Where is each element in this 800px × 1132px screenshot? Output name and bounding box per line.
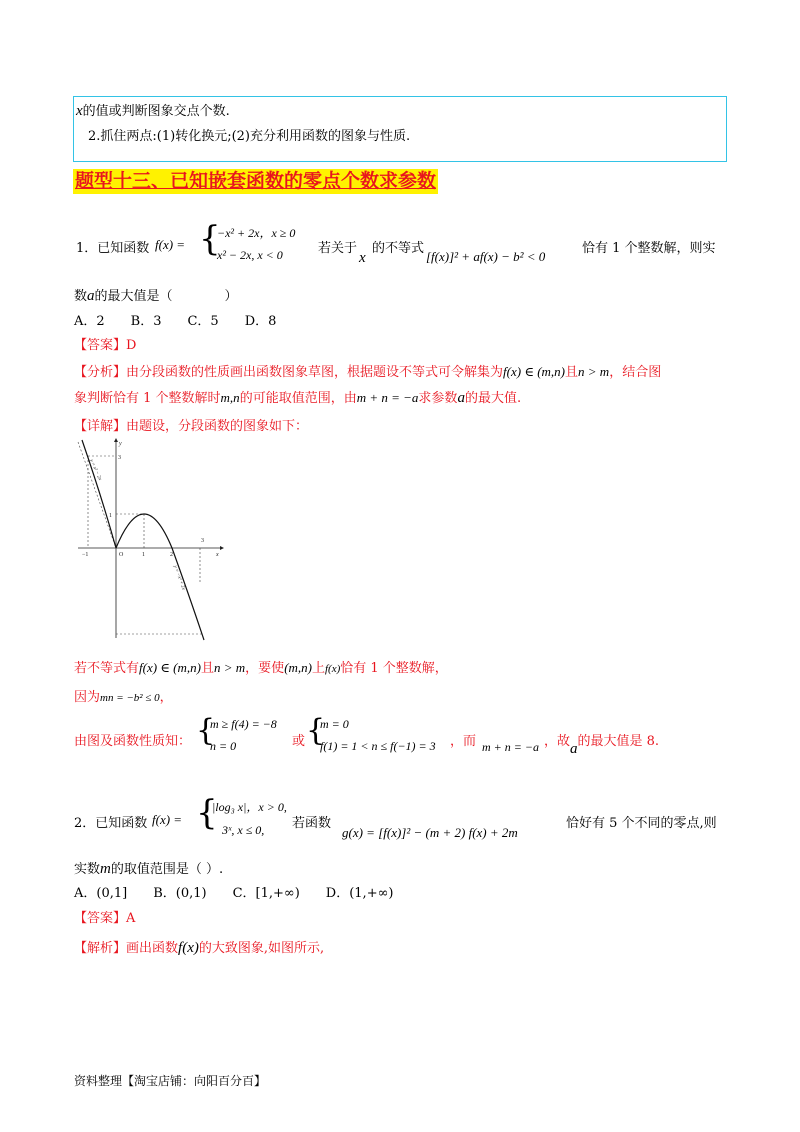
q1-mid-1: 若关于 [318, 241, 358, 256]
q1-conclusion: ，故a的最大值是 8. [544, 734, 660, 757]
q1-stem-prefix: 1．已知函数 [76, 241, 150, 256]
guide-diagonal [78, 442, 116, 548]
curve-right [116, 514, 204, 640]
q2-answer: 【答案】A [74, 911, 136, 926]
tip-line-2: 2.抓住两点:(1)转化换元;(2)充分利用函数的图象与性质. [88, 129, 411, 144]
y-axis-label: y [119, 441, 122, 447]
q1-solution-line-1: 若不等式有f(x) ∈ (m,n)且n > m，要使(m,n)上f(x)恰有 1 个整数解， [74, 660, 448, 676]
footer-text: 资料整理【淘宝店铺：向阳百分百】 [74, 1074, 267, 1088]
q1-or: 或 [292, 734, 306, 749]
tick-origin: O [119, 552, 124, 558]
q1-sys1-line-2: n = 0 [210, 739, 237, 753]
q1-sys2-brace: { [306, 713, 326, 748]
tick-x-1: 1 [142, 552, 145, 558]
q1-analysis-line-1: 【分析】由分段函数的性质画出函数图象草图，根据题设不等式可令解集为f(x) ∈ (m,n)且n > m，结合图 [74, 364, 662, 380]
q2-tail: 恰好有 5 个不同的零点,则 [566, 816, 717, 831]
q1-solution-line-3-suffix: ，而 [450, 734, 477, 749]
curve-left [82, 440, 116, 548]
q1-solution-line-2: 因为mn = −b² ≤ 0， [74, 690, 173, 705]
q2-fx: f(x) = [152, 812, 183, 827]
q1-line-2: 数a的最大值是（ ） [74, 288, 238, 304]
q2-stem-prefix: 2．已知函数 [74, 816, 148, 831]
q1-sys1-line-1: m ≥ f(4) = −8 [210, 717, 277, 731]
q1-sys1-brace: { [196, 713, 216, 748]
curve-left-label: y = x² − 2x [88, 458, 102, 482]
q2-mid: 若函数 [292, 816, 332, 831]
q1-answer: 【答案】D [74, 338, 137, 353]
tick-x-2: 2 [170, 552, 173, 558]
q1-fx: f(x) = [155, 237, 186, 252]
q2-brace: { [196, 793, 218, 833]
q1-solution-line-3-prefix: 由图及函数性质知： [74, 734, 192, 749]
q1-function-graph [74, 438, 224, 642]
section-heading: 题型十三、已知嵌套函数的零点个数求参数 [75, 170, 437, 192]
q1-var-x: x [359, 250, 366, 266]
q2-options: A．(0,1] B．(0,1) C．[1,+∞) D．(1,+∞) [74, 886, 394, 901]
tick-y-3: 3 [118, 455, 121, 461]
tick-x-3: 3 [201, 538, 204, 544]
q1-case-1: −x² + 2x，x ≥ 0 [217, 226, 296, 240]
q1-case-2: x² − 2x, x < 0 [217, 248, 283, 262]
tick-y-1: 1 [109, 513, 112, 519]
q1-inequality: [f(x)]² + af(x) − b² < 0 [426, 249, 546, 264]
curve-right-label: y = −x² + 2x [172, 564, 186, 591]
tip-line-1: x的值或判断图象交点个数. [76, 103, 230, 119]
y-axis-arrow-icon [114, 438, 118, 442]
q1-sum-eq: m + n = −a [482, 740, 539, 754]
q1-analysis-line-2: 象判断恰有 1 个整数解时m,n的可能取值范围，由m + n = −a求参数a的最大值. [74, 390, 522, 406]
q1-brace: { [199, 219, 221, 259]
q1-mid-2: 的不等式 [372, 241, 425, 256]
q2-gx: g(x) = [f(x)]² − (m + 2) f(x) + 2m [342, 825, 518, 840]
q2-case-2: 3ˣ, x ≤ 0, [222, 823, 265, 837]
x-axis-arrow-icon [220, 546, 224, 550]
q1-options: A．2 B．3 C．5 D．8 [74, 314, 277, 329]
q1-sys2-line-1: m = 0 [320, 717, 349, 731]
q1-detail: 【详解】由题设，分段函数的图象如下： [74, 419, 309, 434]
q1-sys2-line-2: f(1) = 1 < n ≤ f(−1) = 3 [320, 739, 436, 753]
q2-line-2: 实数m的取值范围是（ ）. [74, 861, 224, 877]
q2-analysis: 【解析】画出函数f(x)的大致图象,如图所示, [74, 940, 325, 956]
tick-x-neg1: −1 [82, 552, 89, 558]
x-axis-label: x [216, 552, 219, 558]
q2-case-1: |log₃ x|，x > 0, [212, 800, 287, 814]
q1-tail: 恰有 1 个整数解，则实 [582, 241, 716, 256]
